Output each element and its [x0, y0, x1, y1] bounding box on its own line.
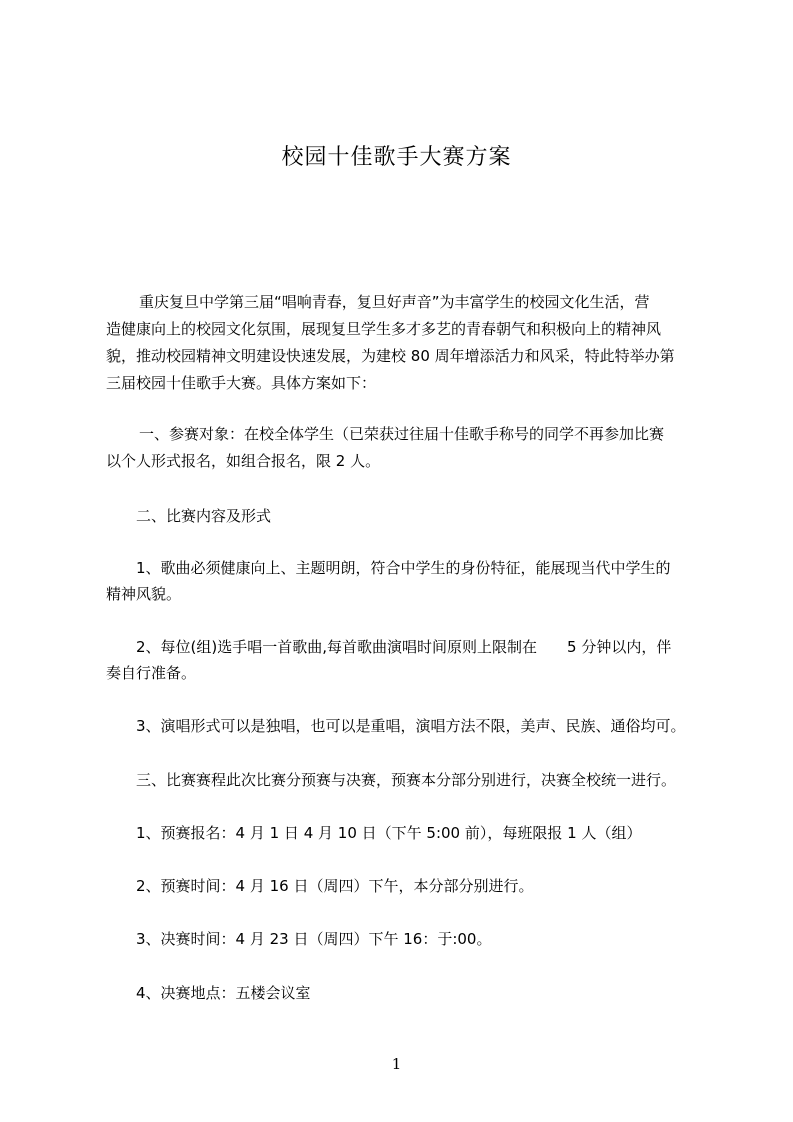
intro-line-2: 造健康向上的校园文化氛围，展现复旦学生多才多艺的青春朝气和积极向上的精神风	[106, 320, 662, 338]
item1-line-2: 精神风貌。	[106, 585, 182, 603]
intro-line-1: 重庆复旦中学第三届“唱响青春，复旦好声音”为丰富学生的校园文化生活，营	[139, 293, 650, 311]
section1-line-1: 一、参赛对象：在校全体学生（已荣获过往届十佳歌手称号的同学不再参加比赛	[139, 425, 665, 443]
item3-line: 3、演唱形式可以是独唱，也可以是重唱，演唱方法不限，美声、民族、通俗均可。	[136, 717, 686, 735]
item2-line-1: 2、每位(组)选手唱一首歌曲,每首歌曲演唱时间原则上限制在 5 分钟以内，伴	[136, 638, 672, 656]
item2-line-2: 奏自行准备。	[106, 664, 197, 682]
schedule-item-2: 2、预赛时间：4 月 16 日（周四）下午，本分部分别进行。	[136, 877, 534, 895]
schedule-item-1: 1、预赛报名：4 月 1 日 4 月 10 日（下午 5:00 前），每班限报 1 人（组）	[136, 824, 642, 842]
section1-line-2: 以个人形式报名，如组合报名，限 2 人。	[106, 452, 381, 470]
page-number: 1	[391, 1055, 402, 1073]
document-title: 校园十佳歌手大赛方案	[281, 145, 512, 170]
schedule-item-3: 3、决赛时间：4 月 23 日（周四）下午 16：于:00。	[136, 930, 492, 948]
section2-heading: 二、比赛内容及形式	[136, 507, 272, 525]
schedule-item-4: 4、决赛地点：五楼会议室	[136, 984, 311, 1002]
intro-line-4: 三届校园十佳歌手大赛。具体方案如下：	[106, 374, 377, 392]
section3-line: 三、比赛赛程此次比赛分预赛与决赛，预赛本分部分别进行，决赛全校统一进行。	[136, 771, 677, 789]
intro-line-3: 貌，推动校园精神文明建设快速发展，为建校 80 周年增添活力和风采，特此特举办第	[106, 347, 675, 365]
item1-line-1: 1、歌曲必须健康向上、主题明朗，符合中学生的身份特征，能展现当代中学生的	[136, 559, 671, 577]
